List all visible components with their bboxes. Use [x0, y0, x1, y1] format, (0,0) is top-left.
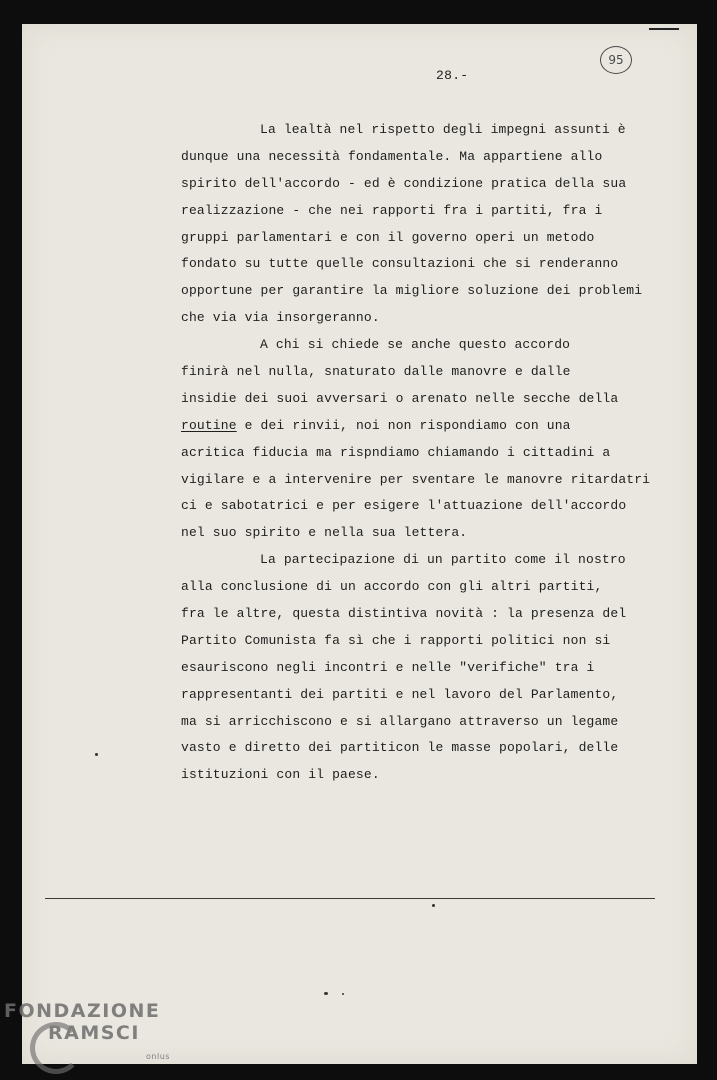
ink-speck	[432, 904, 435, 907]
horizontal-rule	[45, 898, 655, 899]
watermark-line1: FONDAZIONE	[4, 1000, 161, 1022]
text-line: fondato su tutte quelle consultazioni che si renderanno	[181, 256, 619, 272]
text-line: alla conclusione di un accordo con gli altri partiti,	[181, 579, 603, 595]
text-line: fra le altre, questa distintiva novità : la presenza del	[181, 606, 627, 622]
text-line: La lealtà nel rispetto degli impegni assunti è	[260, 122, 626, 137]
watermark-line2: RAMSCI	[48, 1022, 140, 1044]
text-line: vasto e diretto dei partiticon le masse popolari, delle	[181, 740, 619, 756]
ink-speck	[95, 753, 98, 756]
archive-number: 95	[608, 53, 624, 67]
edge-mark	[649, 28, 679, 30]
text-line: ma si arricchiscono e si allargano attraverso un legame	[181, 713, 619, 729]
body-text	[181, 117, 671, 789]
text-line: nel suo spirito e nella sua lettera.	[181, 525, 468, 541]
ink-speck	[324, 992, 328, 995]
text-line: A chi si chiede se anche questo accordo	[260, 337, 571, 353]
text-line: finirà nel nulla, snaturato dalle manovre e dalle	[181, 364, 571, 380]
text-line: che via via insorgeranno.	[181, 310, 380, 326]
text-line: La partecipazione di un partito come il nostro	[260, 552, 626, 568]
page-number: 28.-	[436, 68, 469, 83]
text-line: realizzazione - che nei rapporti fra i partiti, fra i	[181, 202, 603, 218]
watermark-suffix: onlus	[146, 1052, 170, 1061]
text-line: esauriscono negli incontri e nelle "verifiche" tra i	[181, 659, 595, 675]
text-line: acritica fiducia ma rispndiamo chiamando i cittadini a	[181, 444, 611, 460]
text-line: vigilare e a intervenire per sventare le manovre ritardatri	[181, 471, 651, 487]
g-logo-icon	[30, 1022, 82, 1074]
text-line: dunque una necessità fondamentale. Ma appartiene allo	[181, 148, 603, 164]
text-line: opportune per garantire la migliore soluzione dei problemi	[181, 283, 643, 299]
ink-speck	[342, 993, 344, 995]
underlined-word: routine	[181, 417, 237, 433]
text-line: istituzioni con il paese.	[181, 767, 380, 783]
text-line: gruppi parlamentari e con il governo operi un metodo	[181, 229, 595, 245]
text-line: spirito dell'accordo - ed è condizione pratica della sua	[181, 175, 627, 191]
fondazione-gramsci-watermark	[4, 1000, 170, 1061]
archive-number-stamp	[600, 46, 632, 74]
text-line: rappresentanti dei partiti e nel lavoro del Parlamento,	[181, 686, 619, 702]
document-page	[22, 24, 697, 1064]
text-line: routine e dei rinvii, noi non rispondiamo con una	[181, 417, 571, 433]
text-line: insidie dei suoi avversari o arenato nelle secche della	[181, 390, 619, 406]
text-line: ci e sabotatrici e per esigere l'attuazione dell'accordo	[181, 498, 627, 514]
text-line: Partito Comunista fa sì che i rapporti politici non si	[181, 632, 611, 648]
